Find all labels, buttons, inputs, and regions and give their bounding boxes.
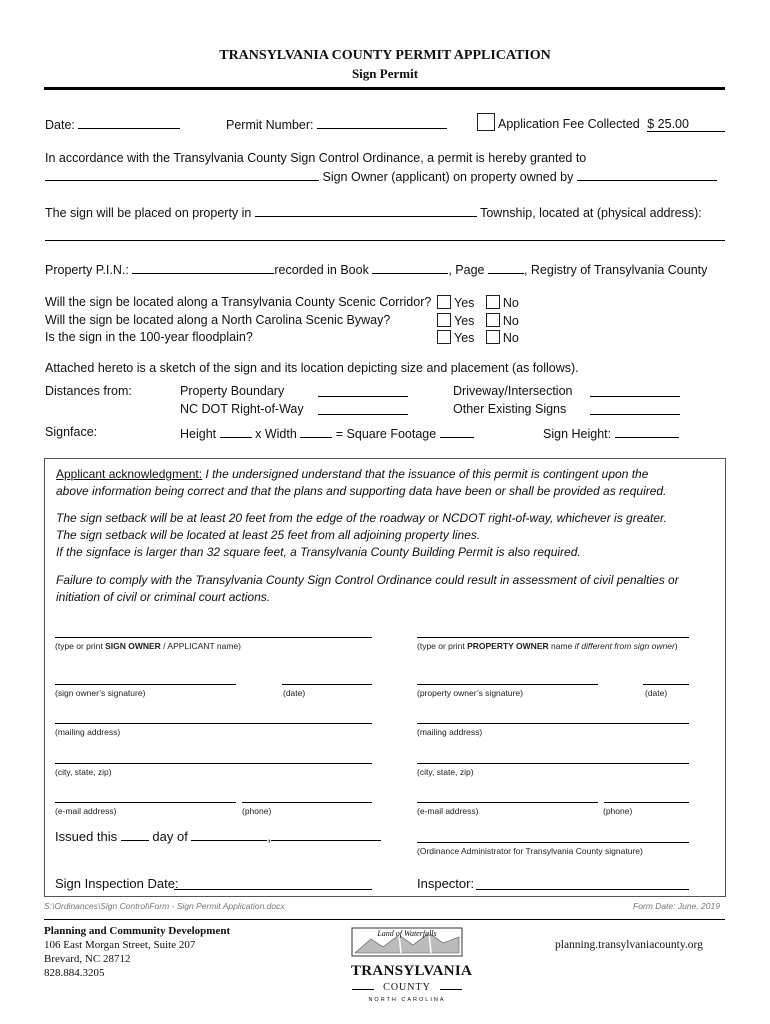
physical-address-field[interactable] xyxy=(45,240,725,241)
q3-yes-label: Yes xyxy=(454,331,475,345)
property-owner-email-field[interactable] xyxy=(417,802,598,803)
sign-owner-city-caption: (city, state, zip) xyxy=(55,767,112,777)
fee-amount: $ 25.00 xyxy=(647,117,725,132)
property-owner-field[interactable] xyxy=(577,168,717,181)
q2-no-checkbox[interactable] xyxy=(486,313,500,327)
property-boundary-field[interactable] xyxy=(318,396,408,397)
sign-owner-signature-caption: (sign owner’s signature) xyxy=(55,688,146,698)
sign-owner-email-field[interactable] xyxy=(55,802,236,803)
property-owner-city-caption: (city, state, zip) xyxy=(417,767,474,777)
sign-owner-phone-caption: (phone) xyxy=(242,806,272,816)
ack-failure-1: Failure to comply with the Transylvania County Sign Control Ordinance could result in assessment of civil penalties or xyxy=(56,573,679,587)
ack-setback-roadway: The sign setback will be at least 20 feet from the edge of the roadway or NCDOT right-of-way, whichever is greater. xyxy=(56,511,667,525)
ack-heading: Applicant acknowledgment: xyxy=(56,467,203,481)
signface-row xyxy=(180,425,474,441)
driveway-field[interactable] xyxy=(590,396,680,397)
placement-suffix: Township, located at (physical address): xyxy=(480,206,702,220)
form-title: TRANSYLVANIA COUNTY PERMIT APPLICATION xyxy=(219,48,551,63)
issued-month-field[interactable] xyxy=(191,828,267,841)
pin-label: Property P.I.N.: xyxy=(45,263,129,277)
logo-state: NORTH CAROLINA xyxy=(368,997,446,1003)
property-owner-signature-field[interactable] xyxy=(417,684,598,685)
other-signs-label: Other Existing Signs xyxy=(453,402,567,416)
city-address: Brevard, NC 28712 xyxy=(44,953,131,965)
property-owner-date-field[interactable] xyxy=(643,684,689,685)
pin-field[interactable] xyxy=(132,261,274,274)
property-owner-name-field[interactable] xyxy=(417,637,689,638)
q1-no-checkbox[interactable] xyxy=(486,295,500,309)
sign-owner-name-caption: (type or print SIGN OWNER / APPLICANT name) xyxy=(55,641,241,651)
sign-owner-signature-field[interactable] xyxy=(55,684,236,685)
fee-collected-checkbox[interactable] xyxy=(477,113,495,131)
registry-label: , Registry of Transylvania County xyxy=(523,263,708,277)
administrator-signature-field[interactable] xyxy=(417,842,689,843)
other-signs-field[interactable] xyxy=(590,414,680,415)
nc-dot-field[interactable] xyxy=(318,414,408,415)
page-field[interactable] xyxy=(488,261,524,274)
property-owner-mailing-field[interactable] xyxy=(417,723,689,724)
permit-row xyxy=(226,116,447,132)
date-field[interactable] xyxy=(78,116,180,129)
q1-yes-label: Yes xyxy=(454,296,475,310)
ack-p1a: I the undersigned understand that the issuance of this permit is contingent upon the xyxy=(202,467,649,481)
q1-no-label: No xyxy=(502,296,519,310)
sign-owner-date-field[interactable] xyxy=(282,684,372,685)
question-1: Will the sign be located along a Transylvania County Scenic Corridor? xyxy=(45,295,432,309)
footer-rule xyxy=(44,919,725,920)
fee-label: Application Fee Collected xyxy=(498,117,640,131)
width-field[interactable] xyxy=(300,425,332,438)
recorded-label: recorded in Book xyxy=(274,263,369,277)
issued-label: Issued this xyxy=(55,829,118,844)
property-owner-email-caption: (e-mail address) xyxy=(417,806,479,816)
issued-day-field[interactable] xyxy=(121,828,149,841)
phone-number: 828.884.3205 xyxy=(44,967,105,979)
issued-year-field[interactable] xyxy=(271,828,381,841)
logo-wordmark: TRANSYLVANIA xyxy=(351,963,473,979)
ack-failure-2: initiation of civil or criminal court actions. xyxy=(56,590,271,604)
township-field[interactable] xyxy=(255,204,477,217)
fee-row xyxy=(477,113,725,132)
q2-no-label: No xyxy=(502,314,519,328)
sign-height-row xyxy=(543,425,679,441)
date-label: Date: xyxy=(45,118,75,132)
q3-no-checkbox[interactable] xyxy=(486,330,500,344)
date-row xyxy=(45,116,180,132)
header-rule xyxy=(44,87,725,90)
sign-owner-mailing-field[interactable] xyxy=(55,723,372,724)
property-owner-mailing-caption: (mailing address) xyxy=(417,727,483,737)
permit-number-field[interactable] xyxy=(317,116,447,129)
intro-line-2-text: Sign Owner (applicant) on property owned by xyxy=(322,170,574,184)
property-owner-date-caption: (date) xyxy=(645,688,668,698)
issued-row xyxy=(55,828,381,844)
question-2-options xyxy=(437,313,519,328)
ack-setback-property: The sign setback will be located at least 25 feet from all adjoining property lines. xyxy=(56,528,481,542)
department-name: Planning and Community Development xyxy=(44,925,231,937)
grantee-field[interactable] xyxy=(45,168,319,181)
file-path: S:\Ordinances\Sign Control\Form - Sign Permit Application.docx xyxy=(44,901,285,911)
height-label: Height xyxy=(180,427,217,441)
sign-owner-city-field[interactable] xyxy=(55,763,372,764)
height-field[interactable] xyxy=(220,425,252,438)
sketch-statement: Attached hereto is a sketch of the sign and its location depicting size and placement (as follows). xyxy=(45,361,579,375)
distances-label: Distances from: xyxy=(45,384,132,398)
intro-line-2 xyxy=(45,168,717,184)
form-subtitle: Sign Permit xyxy=(351,66,419,81)
q1-yes-checkbox[interactable] xyxy=(437,295,451,309)
logo-right-rule xyxy=(440,989,462,990)
nc-dot-label: NC DOT Right-of-Way xyxy=(180,402,304,416)
ack-line-2: above information being correct and that the plans and supporting data have been or shall be provided as required. xyxy=(56,484,667,498)
intro-line-1: In accordance with the Transylvania County Sign Control Ordinance, a permit is hereby granted to xyxy=(45,151,587,165)
question-3: Is the sign in the 100-year floodplain? xyxy=(45,330,253,344)
inspection-date-label: Sign Inspection Date: xyxy=(55,876,179,891)
logo-county: COUNTY xyxy=(383,982,431,993)
placement-prefix: The sign will be placed on property in xyxy=(45,206,252,220)
sqft-field[interactable] xyxy=(440,425,474,438)
inspector-field[interactable] xyxy=(476,889,689,890)
sign-owner-mailing-caption: (mailing address) xyxy=(55,727,121,737)
property-owner-phone-caption: (phone) xyxy=(603,806,633,816)
question-3-options xyxy=(437,330,519,345)
q2-yes-checkbox[interactable] xyxy=(437,313,451,327)
administrator-signature-caption: (Ordinance Administrator for Transylvania County signature) xyxy=(417,846,643,856)
property-owner-city-field[interactable] xyxy=(417,763,689,764)
inspection-date-field[interactable] xyxy=(174,889,372,890)
pin-row xyxy=(45,261,707,277)
day-of-label: day of xyxy=(152,829,188,844)
q2-yes-label: Yes xyxy=(454,314,475,328)
placement-row xyxy=(45,204,702,220)
sign-height-label: Sign Height: xyxy=(543,427,612,441)
permit-number-label: Permit Number: xyxy=(226,118,314,132)
driveway-label: Driveway/Intersection xyxy=(453,384,573,398)
page-label: , Page xyxy=(448,263,485,277)
inspector-label: Inspector: xyxy=(417,876,475,891)
signface-label: Signface: xyxy=(45,425,98,439)
question-1-options xyxy=(437,295,519,310)
logo-tagline: Land of Waterfalls xyxy=(377,929,437,938)
q3-yes-checkbox[interactable] xyxy=(437,330,451,344)
sign-height-field[interactable] xyxy=(615,425,679,438)
property-boundary-label: Property Boundary xyxy=(180,384,285,398)
ack-building-permit: If the signface is larger than 32 square feet, a Transylvania County Building Permit is also required. xyxy=(56,545,581,559)
sign-owner-date-caption: (date) xyxy=(283,688,306,698)
ack-line-1 xyxy=(56,467,648,481)
issued-comma: , xyxy=(267,829,272,844)
property-owner-signature-caption: (property owner’s signature) xyxy=(417,688,523,698)
question-2: Will the sign be located along a North Carolina Scenic Byway? xyxy=(45,313,391,327)
form-date: Form Date: June, 2019 xyxy=(633,901,720,911)
sign-owner-name-field[interactable] xyxy=(55,637,372,638)
q3-no-label: No xyxy=(502,331,519,345)
sign-owner-email-caption: (e-mail address) xyxy=(55,806,117,816)
property-owner-name-caption: (type or print PROPERTY OWNER name if different from sign owner) xyxy=(417,641,678,651)
website-link[interactable]: planning.transylvaniacounty.org xyxy=(555,939,703,951)
sign-owner-phone-field[interactable] xyxy=(242,802,372,803)
property-owner-phone-field[interactable] xyxy=(604,802,689,803)
book-field[interactable] xyxy=(372,261,448,274)
sqft-label: = Square Footage xyxy=(335,427,437,441)
width-label: x Width xyxy=(255,427,297,441)
street-address: 106 East Morgan Street, Suite 207 xyxy=(44,939,196,951)
